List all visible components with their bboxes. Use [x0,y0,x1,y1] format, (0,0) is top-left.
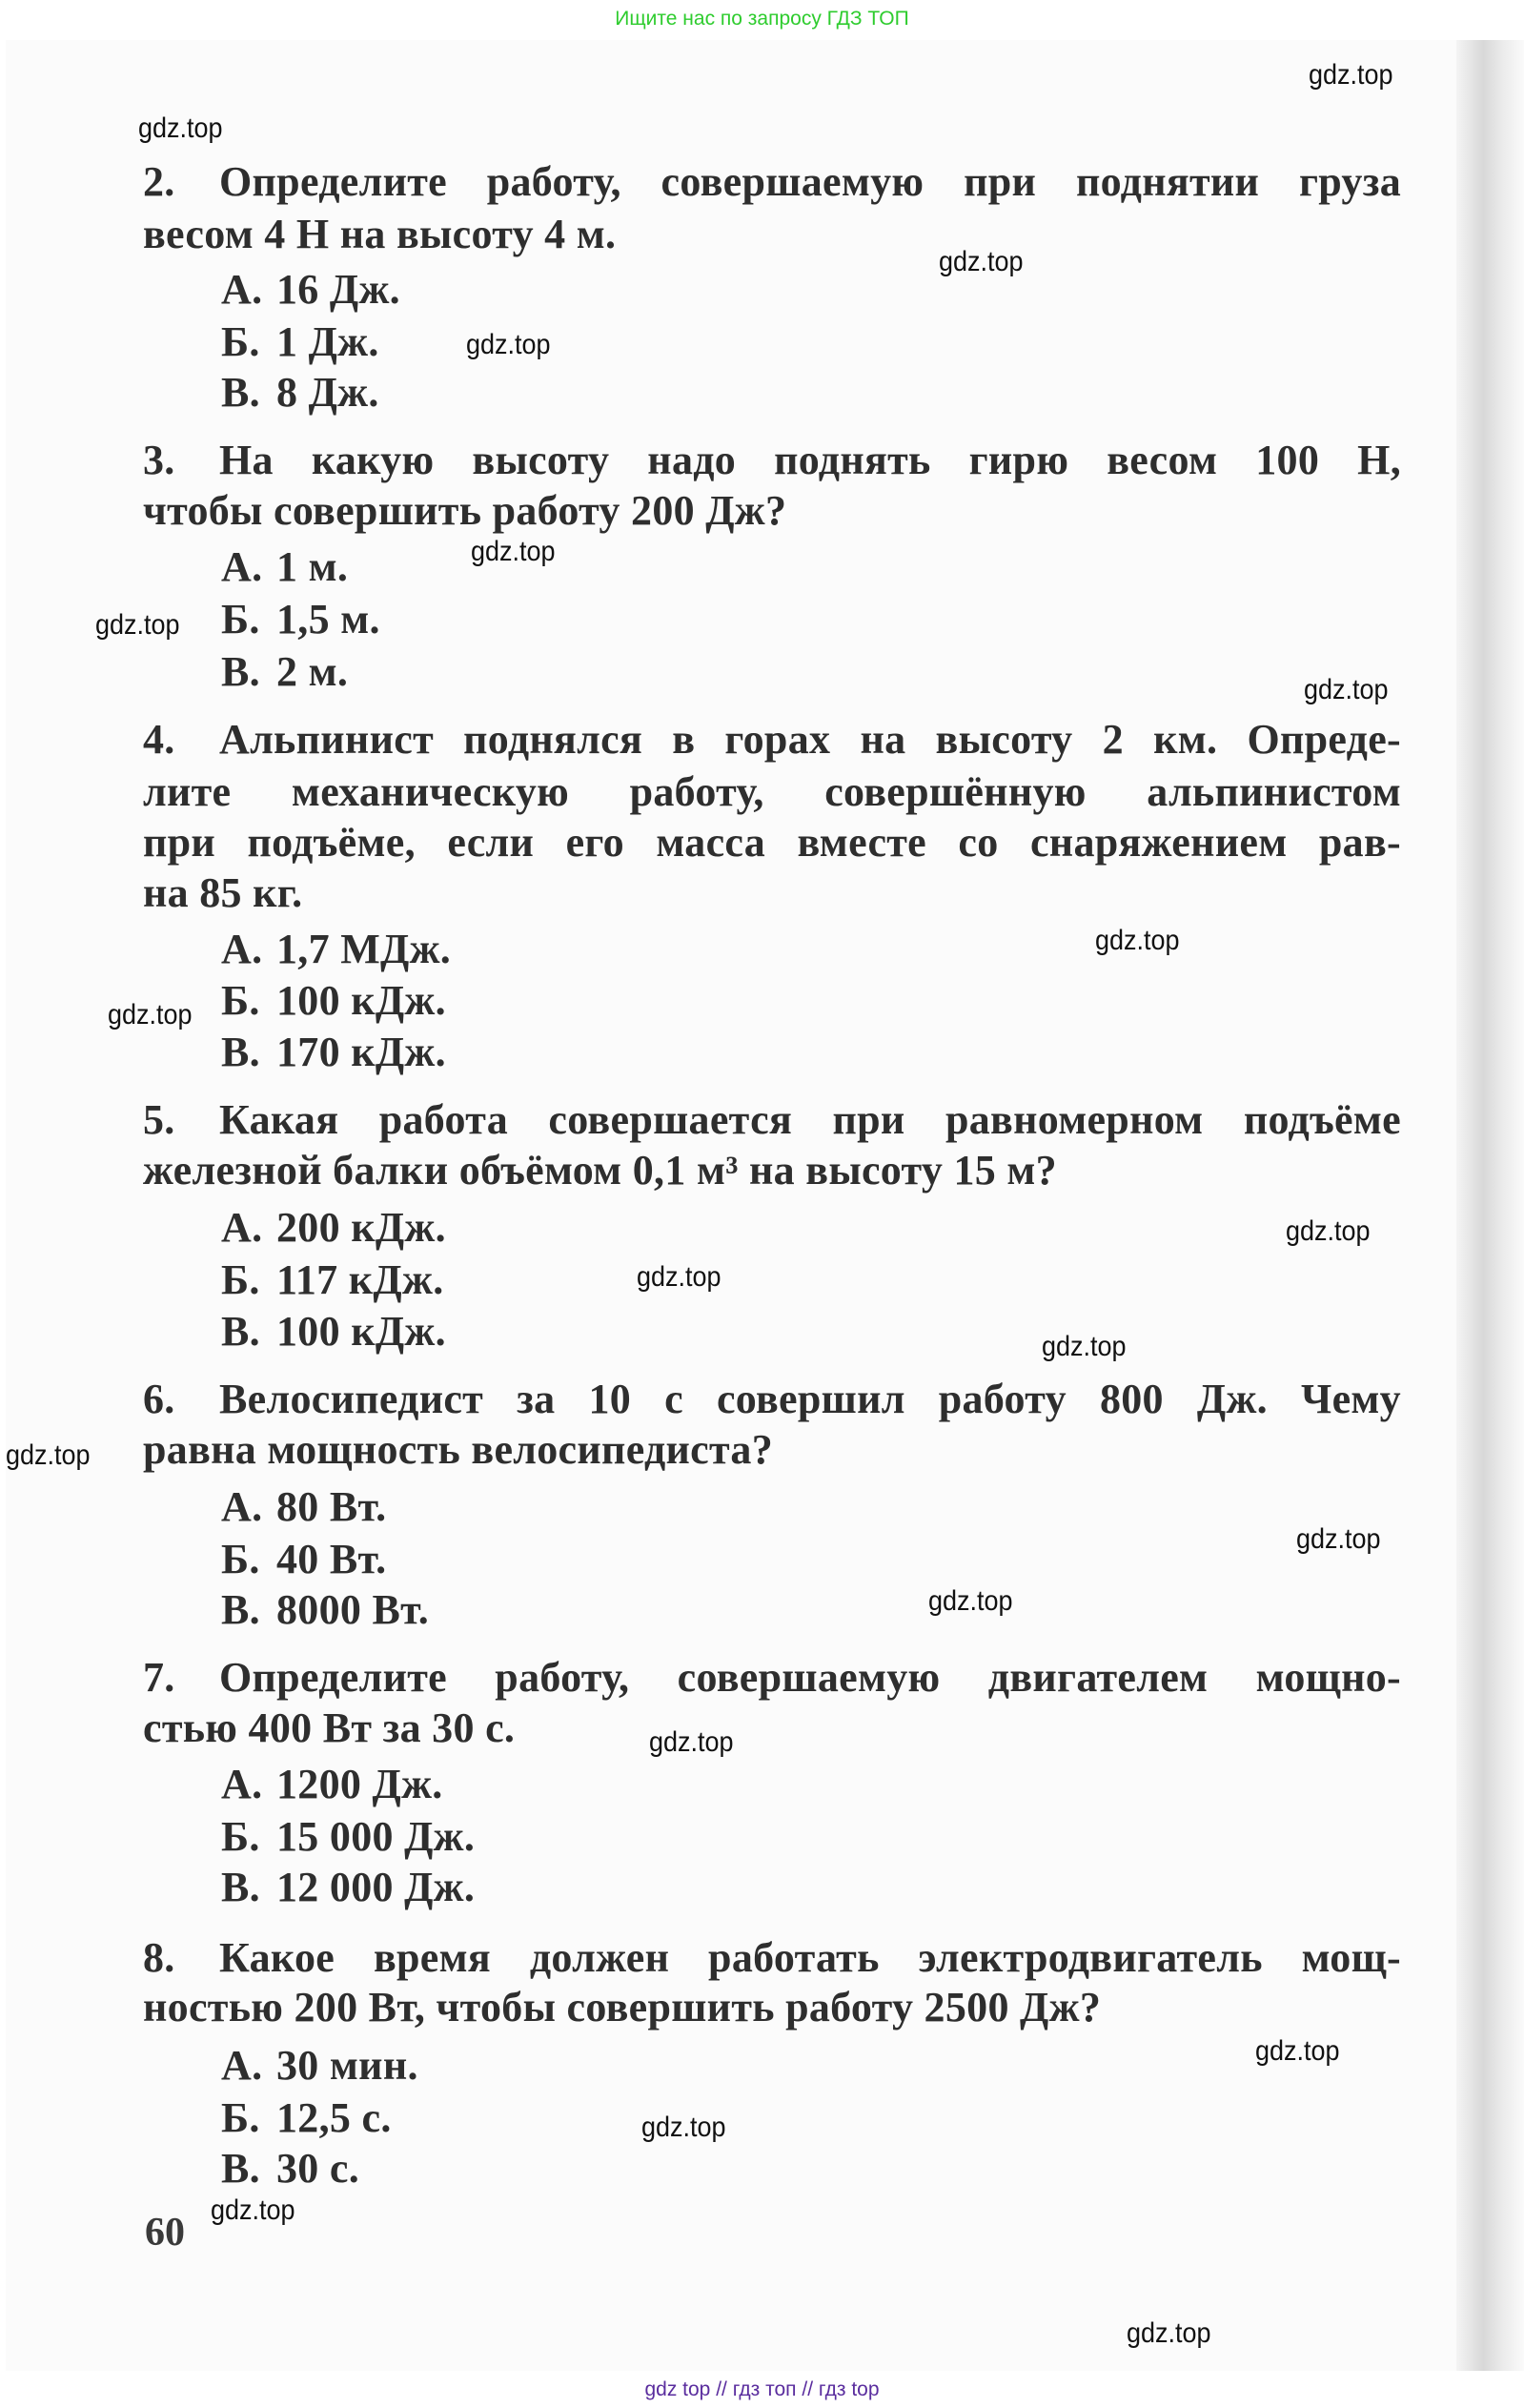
answer-option [221,2041,418,2090]
watermark-text: gdz.top [1304,674,1389,705]
question-text-continued [143,868,302,917]
answer-value: 100 кДж. [276,1308,446,1355]
page-fold-shadow [1456,40,1524,2371]
answer-value: 40 Вт. [276,1536,387,1582]
question-text-continued [143,1704,515,1752]
answer-option [221,542,348,591]
watermark-text: gdz.top [211,2194,295,2226]
answer-letter: А. [221,1483,263,1530]
page-number: 60 [145,2211,185,2255]
watermark-text: gdz.top [138,112,223,144]
question-number: 2. [143,158,175,205]
question-number: 3. [143,437,175,483]
answer-value: 16 Дж. [276,266,400,313]
question-line: стью 400 Вт за 30 с. [143,1704,516,1751]
question-text-continued [143,1983,1101,2031]
bottom-banner-text[interactable]: gdz top // гдз топ // гдз top [644,2378,880,2400]
answer-option [221,1812,475,1861]
question-text-continued [143,486,786,535]
answer-letter: В. [221,369,260,416]
question-line: Альпинист поднялся в горах на высоту 2 км. Опреде- [219,716,1401,763]
question-text [143,1933,1401,1982]
question-line: На какую высоту надо поднять гирю весом 100 Н, [219,437,1401,483]
question-number: 7. [143,1654,175,1701]
answer-letter: Б. [221,1536,260,1582]
answer-letter: Б. [221,1256,260,1303]
question-number: 4. [143,716,175,763]
answer-option [221,368,379,417]
question-number: 6. [143,1376,175,1422]
watermark-text: gdz.top [466,329,551,360]
watermark-text: gdz.top [637,1261,721,1293]
answer-option [221,1028,446,1076]
question-line: Велосипедист за 10 с совершил работу 800 Дж. Чему [219,1376,1401,1422]
answer-option [221,1255,444,1304]
question-text-continued [143,210,616,258]
answer-value: 1 Дж. [276,318,379,365]
question-line: весом 4 Н на высоту 4 м. [143,211,617,257]
answer-letter: А. [221,266,263,313]
answer-option [221,1307,446,1356]
answer-letter: А. [221,2042,263,2089]
question-line: на 85 кг. [143,869,303,916]
watermark-text: gdz.top [108,999,193,1031]
answer-value: 15 000 Дж. [276,1813,476,1860]
question-number: 5. [143,1096,175,1143]
answer-letter: В. [221,648,260,695]
answer-value: 1 м. [276,543,349,590]
answer-value: 8 Дж. [276,369,379,416]
answer-letter: А. [221,1204,263,1251]
answer-letter: А. [221,926,263,972]
question-text-continued [143,767,1401,816]
watermark-text: gdz.top [1095,925,1180,956]
watermark-text: gdz.top [1286,1215,1371,1247]
answer-value: 170 кДж. [276,1029,446,1075]
answer-letter: Б. [221,318,260,365]
answer-value: 30 мин. [276,2042,418,2089]
question-line: Определите работу, совершаемую при поднятии груза [219,158,1401,205]
watermark-text: gdz.top [1042,1331,1127,1362]
watermark-text: gdz.top [1127,2317,1211,2349]
question-text [143,1375,1401,1423]
question-line: чтобы совершить работу 200 Дж? [143,487,787,534]
answer-value: 30 с. [276,2145,360,2192]
question-text-continued [143,818,1401,867]
answer-option [221,976,446,1025]
answer-value: 80 Вт. [276,1483,387,1530]
question-line: Какая работа совершается при равномерном подъёме [219,1096,1401,1143]
answer-letter: Б. [221,596,260,643]
answer-letter: В. [221,2145,260,2192]
watermark-text: gdz.top [928,1585,1013,1617]
question-text [143,1653,1401,1702]
watermark-text: gdz.top [6,1439,91,1471]
answer-value: 1,7 МДж. [276,926,452,972]
top-banner-text[interactable]: Ищите нас по запросу ГДЗ ТОП [615,8,909,30]
answer-value: 100 кДж. [276,977,446,1024]
watermark-text: gdz.top [1309,59,1393,91]
answer-letter: В. [221,1029,260,1075]
answer-option [221,1760,443,1808]
bottom-banner[interactable] [0,2371,1524,2408]
answer-option [221,2093,392,2142]
question-line: при подъёме, если его масса вместе со снаряжением рав- [143,819,1401,866]
watermark-text: gdz.top [1296,1523,1381,1555]
watermark-text: gdz.top [649,1726,734,1758]
answer-letter: В. [221,1586,260,1633]
top-banner[interactable] [0,0,1524,38]
answer-value: 200 кДж. [276,1204,446,1251]
question-text [143,1095,1401,1144]
answer-value: 8000 Вт. [276,1586,430,1633]
answer-value: 1200 Дж. [276,1761,443,1807]
question-line: Определите работу, совершаемую двигателем мощно- [219,1654,1401,1701]
answer-letter: А. [221,1761,263,1807]
watermark-text: gdz.top [1255,2035,1340,2067]
answer-letter: В. [221,1864,260,1910]
answer-option [221,1482,386,1531]
answer-option [221,1585,429,1634]
answer-value: 1,5 м. [276,596,380,643]
answer-letter: Б. [221,2094,260,2141]
answer-option [221,1863,475,1911]
answer-option [221,265,400,314]
question-text [143,715,1401,764]
answer-letter: А. [221,543,263,590]
question-line: железной балки объёмом 0,1 м³ на высоту 15 м? [143,1147,1057,1194]
question-text-continued [143,1425,773,1474]
question-number: 8. [143,1934,175,1981]
answer-option [221,595,380,643]
answer-letter: Б. [221,977,260,1024]
answer-letter: В. [221,1308,260,1355]
question-line: равна мощность велосипедиста? [143,1426,774,1473]
answer-value: 2 м. [276,648,349,695]
question-line: ностью 200 Вт, чтобы совершить работу 2500 Дж? [143,1984,1102,2030]
question-text [143,436,1401,484]
answer-option [221,1203,446,1252]
answer-option [221,317,379,366]
watermark-text: gdz.top [471,536,556,567]
watermark-text: gdz.top [939,246,1024,277]
question-line: Какое время должен работать электродвигатель мощ- [219,1934,1401,1981]
answer-value: 117 кДж. [276,1256,444,1303]
answer-value: 12,5 с. [276,2094,392,2141]
question-text [143,157,1401,206]
answer-option [221,2144,359,2193]
watermark-text: gdz.top [641,2112,726,2143]
answer-option [221,925,451,973]
answer-option [221,647,348,696]
watermark-text: gdz.top [95,609,180,641]
answer-letter: Б. [221,1813,260,1860]
answer-value: 12 000 Дж. [276,1864,476,1910]
question-line: лите механическую работу, совершённую альпинистом [143,768,1401,815]
answer-option [221,1535,386,1583]
question-text-continued [143,1146,1057,1194]
